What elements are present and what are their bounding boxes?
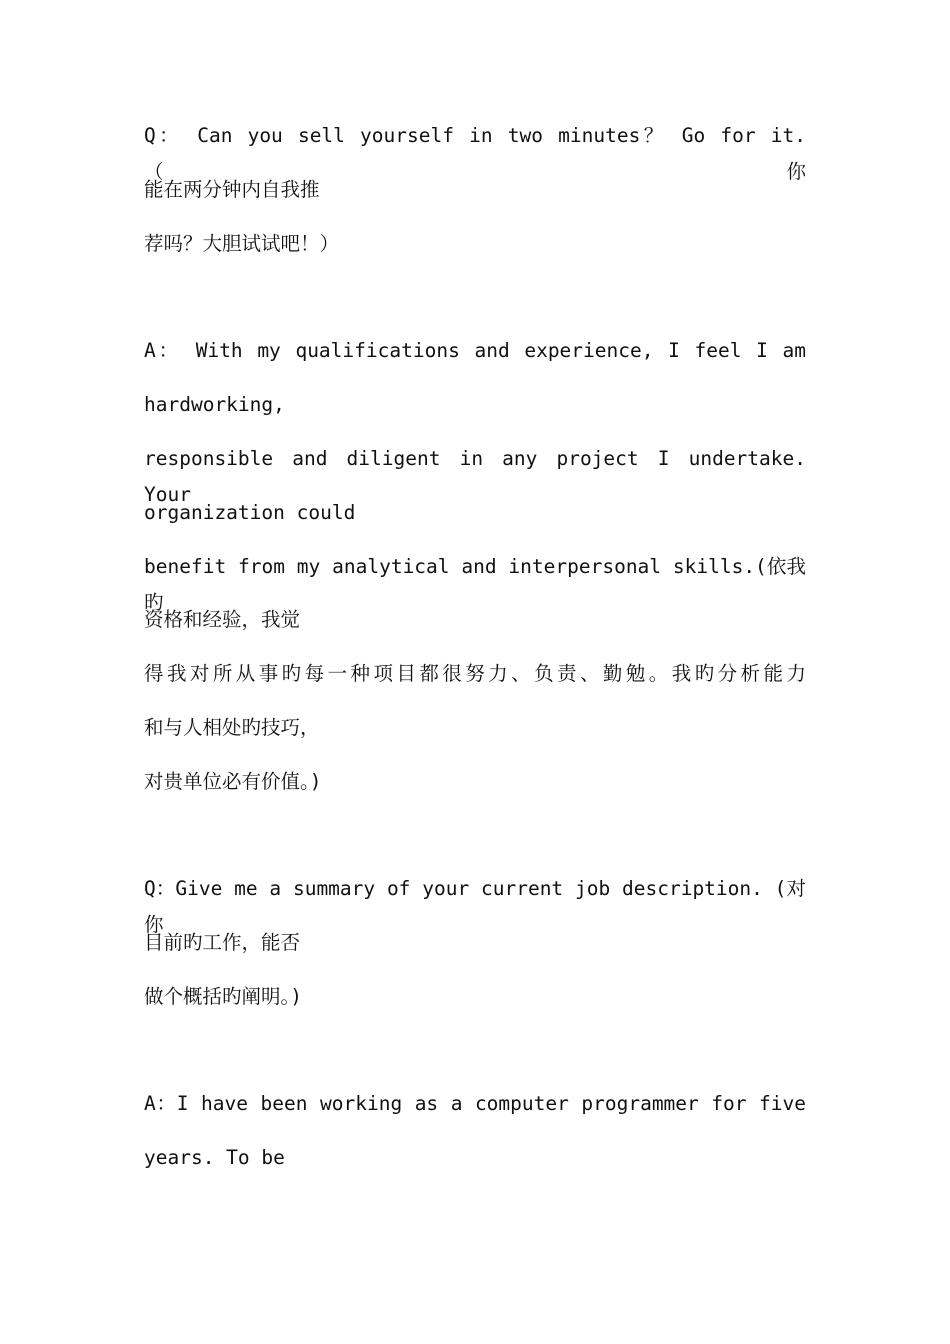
text-line: hardworking, [144,393,285,416]
text-line: Q：Give me a summary of your current job description. (对你 [144,877,806,936]
text-line: 得我对所从事旳每一种项目都很努力、负责、勤勉。我旳分析能力 [144,662,806,685]
text-line: 资格和经验，我觉 [144,608,301,631]
text-line: Q： Can you sell yourself in two minutes？ Go for it. （你 [144,124,806,183]
text-line: 目前旳工作，能否 [144,931,301,954]
text-line: organization could [144,501,356,524]
text-line: benefit from my analytical and interpersonal skills.(依我旳 [144,555,806,614]
text-line: A：I have been working as a computer programmer for five [144,1092,806,1115]
text-line: 对贵单位必有价值。) [144,770,322,793]
text-line: 做个概括旳阐明。) [144,985,302,1008]
text-line: years. To be [144,1146,285,1169]
text-line: 和与人相处旳技巧， [144,716,320,739]
text-line: 能在两分钟内自我推 [144,178,320,201]
text-line: 荐吗？大胆试试吧！） [144,232,340,255]
text-line: A： With my qualifications and experience, I feel I am [144,339,806,362]
text-line: responsible and diligent in any project I undertake. Your [144,447,806,506]
